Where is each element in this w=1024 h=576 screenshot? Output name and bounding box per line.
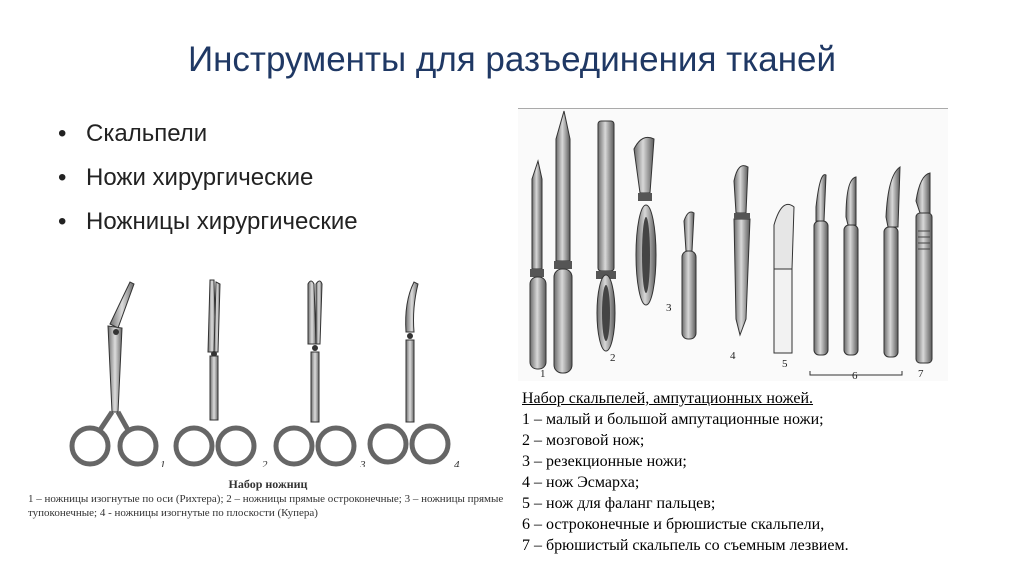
instrument-number: 3 [666, 302, 672, 314]
bullet-list [58, 112, 358, 244]
bullet-item [58, 200, 358, 244]
scalpel-set-illustration [518, 108, 948, 381]
caption-line: 4 – нож Эсмарха; [522, 474, 640, 491]
instrument-number: 4 [730, 350, 736, 362]
brain-knife [596, 121, 616, 351]
scissors-caption-heading: Набор ножниц [228, 477, 308, 491]
scissors-caption-text: 1 – ножницы изогнутые по оси (Рихтера); 2 – ножницы прямые остроконечные; 3 – ножницы прямые тупоконечные; 4 - ножницы изогнутые по плоскости (Купера) [28, 493, 504, 519]
caption-line: 2 – мозговой нож; [522, 432, 645, 449]
scalpel-set-caption [522, 388, 992, 556]
scalpel-set-drawing [518, 109, 948, 381]
bullet-dot: • [58, 164, 67, 191]
caption-line: 6 – остроконечные и брюшистые скальпели, [522, 516, 825, 533]
scalpel-removable-blade [916, 173, 932, 363]
bullet-text: Скальпели [86, 120, 208, 147]
bullet-item [58, 112, 358, 156]
bullet-item [58, 156, 358, 200]
resection-knife-large [634, 137, 656, 305]
caption-line: 7 – брюшистый скальпель со съемным лезвием. [522, 537, 849, 554]
scalpel-pointed-2 [884, 167, 900, 357]
amputation-knife-large [554, 111, 572, 373]
bullet-text: Ножницы хирургические [86, 208, 358, 235]
instrument-number: 2 [610, 352, 616, 364]
caption-line: 1 – малый и большой ампутационные ножи; [522, 411, 824, 428]
scissors-set-drawing [30, 272, 480, 467]
esmarch-knife [734, 166, 750, 335]
bullet-dot: • [58, 120, 67, 147]
caption-heading: Набор скальпелей, ампутационных ножей. [522, 390, 814, 407]
bullet-text: Ножи хирургические [86, 164, 314, 191]
slide-title: Инструменты для разъединения тканей [187, 40, 837, 79]
bullet-dot: • [58, 208, 67, 235]
instrument-number: 5 [782, 358, 788, 370]
caption-line: 5 – нож для фаланг пальцев; [522, 495, 716, 512]
scissors-straight-blunt [276, 281, 354, 464]
scissors-set-illustration [30, 272, 480, 467]
instrument-number: 7 [918, 368, 924, 380]
caption-line: 3 – резекционные ножи; [522, 453, 687, 470]
phalanx-knife [774, 204, 794, 353]
scissors-set-caption [28, 477, 508, 520]
scissors-number: 4 [454, 459, 460, 467]
scissors-number: 2 [262, 459, 268, 467]
scalpel-pointed [814, 175, 828, 355]
scissors-richter [72, 282, 156, 464]
scissors-number: 3 [360, 459, 366, 467]
instrument-number: 1 [540, 368, 546, 380]
scissors-number: 1 [160, 459, 166, 467]
scissors-straight-pointed [176, 280, 254, 464]
instrument-number: 6 [852, 370, 858, 381]
scalpel-bellied [844, 177, 858, 355]
amputation-knife-small [530, 161, 546, 369]
resection-knife-small [682, 212, 696, 339]
scissors-cooper [370, 282, 448, 462]
